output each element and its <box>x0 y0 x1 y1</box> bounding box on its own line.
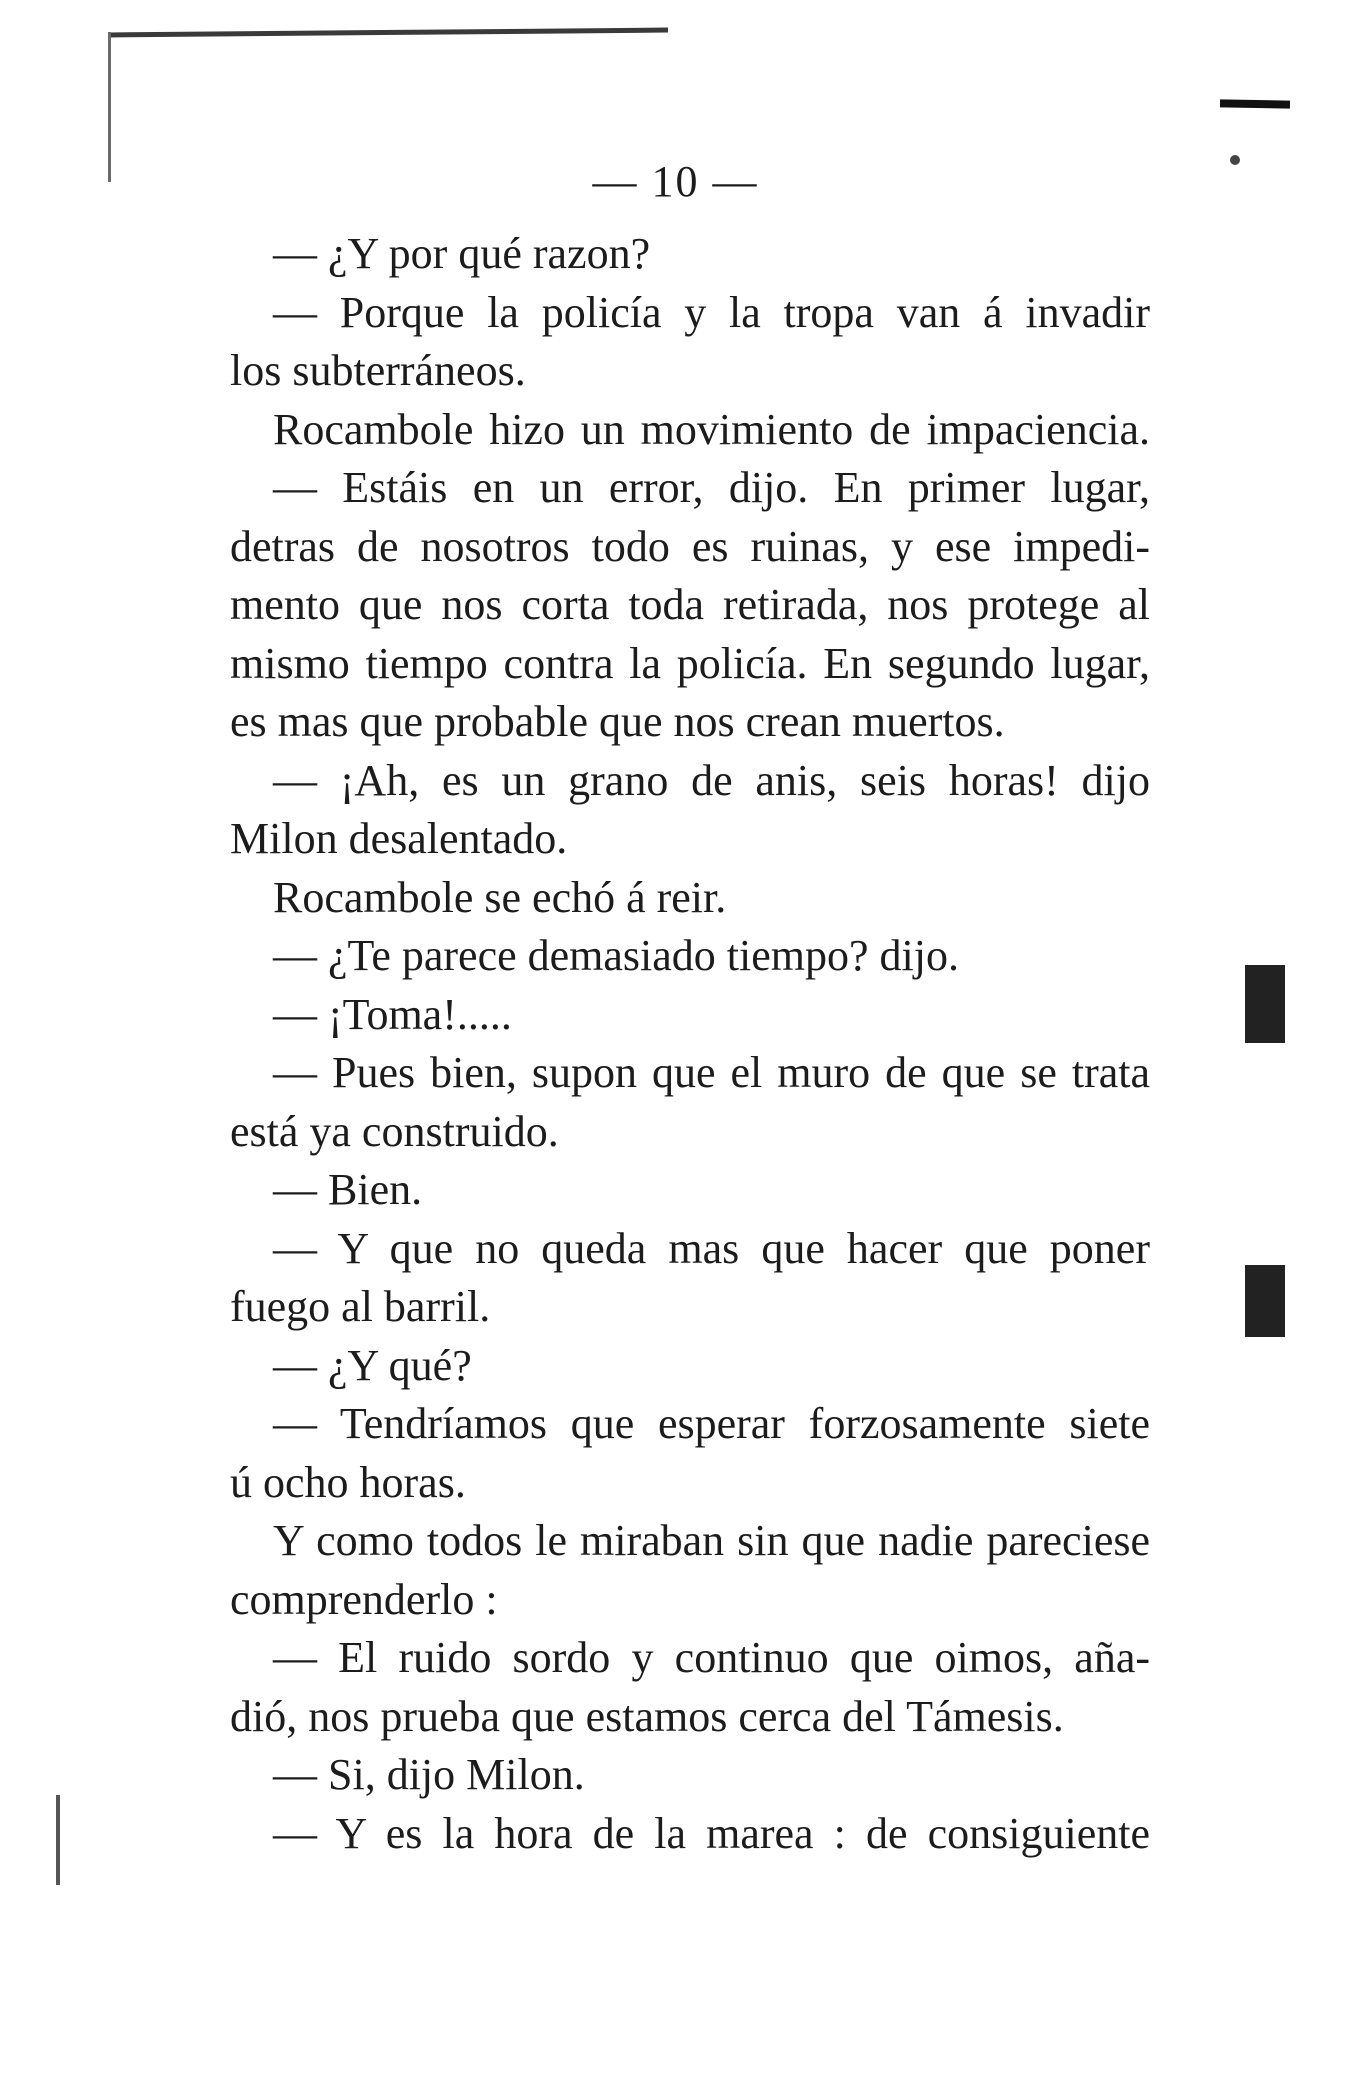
text-line: — Estáis en un error, dijo. En primer lugar, <box>273 463 1150 512</box>
text-line: los subterráneos. <box>230 346 526 395</box>
page-number: — 10 — <box>592 157 759 206</box>
text-line: — Si, dijo Milon. <box>273 1750 585 1799</box>
text-line: ú ocho horas. <box>230 1457 466 1507</box>
scan-mark-right-upper <box>1245 965 1285 1043</box>
scan-mark-right-lower <box>1245 1265 1285 1337</box>
text-line: — Pues bien, supon que el muro de que se trata <box>273 1048 1150 1097</box>
text-line: — El ruido sordo y continuo que oimos, aña- <box>273 1633 1150 1682</box>
text-line: Rocambole se echó á reir. <box>273 872 727 922</box>
text-line: — ¡Ah, es un grano de anis, seis horas! dijo <box>273 755 1150 805</box>
text-line: — Porque la policía y la tropa van á invadir <box>273 287 1150 337</box>
text-line: — Bien. <box>273 1165 423 1214</box>
scan-mark-top-right <box>1220 99 1290 108</box>
text-line: Milon desalentado. <box>230 814 568 863</box>
text-line: — Tendríamos que esperar forzosamente siete <box>273 1399 1150 1448</box>
scan-edge-left-bottom <box>56 1795 60 1885</box>
text-line: mismo tiempo contra la policía. En segundo lugar, <box>230 638 1150 688</box>
text-line: — ¿Y por qué razon? <box>273 229 651 278</box>
text-line: — ¡Toma!..... <box>273 989 512 1039</box>
text-line: es mas que probable que nos crean muertos. <box>230 697 1005 746</box>
scan-edge-top <box>108 28 668 38</box>
text-line: fuego al barril. <box>230 1282 491 1331</box>
body-text <box>230 225 1150 1863</box>
text-line: Y como todos le miraban sin que nadie pareciese <box>273 1516 1150 1565</box>
text-line: — Y es la hora de la marea : de consiguiente <box>273 1808 1150 1858</box>
text-line: — ¿Y qué? <box>273 1340 472 1390</box>
text-line: mento que nos corta toda retirada, nos protege al <box>230 580 1150 629</box>
text-line: — ¿Te parece demasiado tiempo? dijo. <box>273 931 959 980</box>
text-line: Rocambole hizo un movimiento de impaciencia. <box>273 404 1150 454</box>
text-line: — Y que no queda mas que hacer que poner <box>273 1223 1150 1273</box>
text-line: detras de nosotros todo es ruinas, y ese impedi- <box>230 521 1150 571</box>
text-line: está ya construido. <box>230 1106 559 1156</box>
text-line: comprenderlo : <box>230 1574 498 1624</box>
text-line: dió, nos prueba que estamos cerca del Támesis. <box>230 1691 1064 1741</box>
